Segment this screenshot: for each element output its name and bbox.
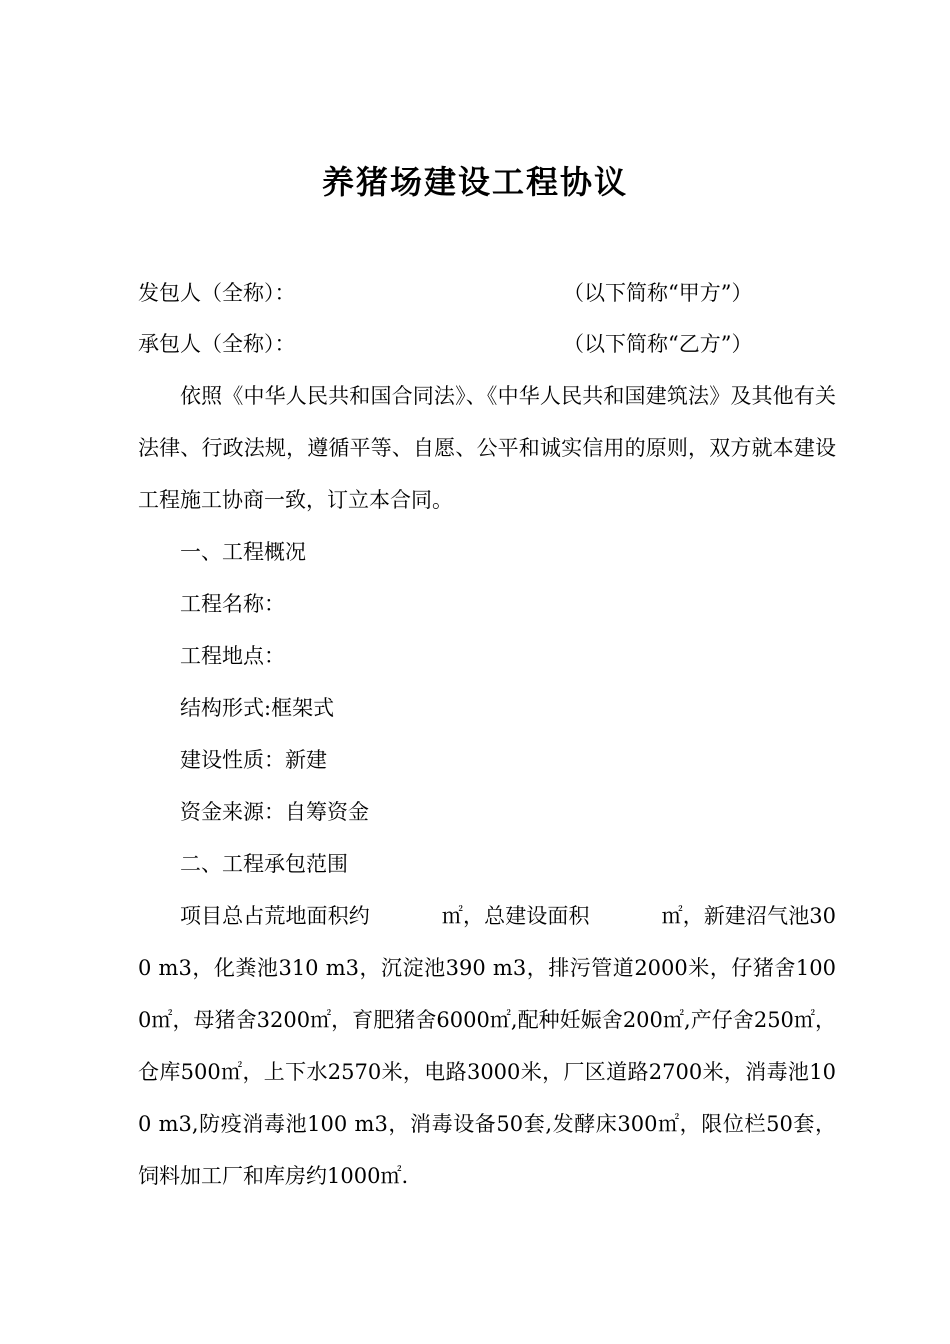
party-contractor-alias: （以下简称“乙方”） [563, 332, 753, 356]
party-employer-label: 发包人（全称）： [138, 281, 296, 305]
project-name-field: 工程名称： [180, 592, 285, 616]
structure-type-field: 结构形式:框架式 [180, 696, 335, 720]
document-body [138, 370, 836, 1202]
construction-nature-field: 建设性质：新建 [180, 748, 327, 772]
scope-text-part2: ㎡，总建设面积 [441, 904, 590, 928]
party-contractor [138, 328, 838, 360]
project-location-field: 工程地点： [180, 644, 285, 668]
preamble-paragraph: 依照《中华人民共和国合同法》、《中华人民共和国建筑法》及其他有关法律、行政法规，遵循平等、自愿、公平和诚实信用的原则，双方就本建设工程施工协商一致，订立本合同。 [138, 384, 836, 512]
party-contractor-label: 承包人（全称）： [138, 332, 296, 356]
section1-heading: 一、工程概况 [180, 540, 306, 564]
scope-paragraph [138, 890, 836, 1202]
document-title: 养猪场建设工程协议 [321, 163, 628, 201]
funding-source-field: 资金来源：自筹资金 [180, 800, 369, 824]
scope-text-part1: 项目总占荒地面积约 [180, 904, 370, 928]
party-employer-alias: （以下简称“甲方”） [563, 281, 753, 305]
party-employer [138, 277, 838, 309]
scope-text-part3: ㎡，新建沼气池300 m3，化粪池310 m3，沉淀池390 m3，排污管道2000米，仔猪舍1000㎡，母猪舍3200㎡，育肥猪舍6000㎡,配种妊娠舍200㎡,产仔舍250㎡，仓库500㎡，上下水2570米，电路3000米，厂区道路2700米，消毒池100 m3,防疫消毒池100 m3，消毒设备50套,发酵床300㎡，限位栏50套，饲料加工厂和库房约1000㎡. [138, 904, 837, 1188]
section2-heading: 二、工程承包范围 [180, 852, 348, 876]
